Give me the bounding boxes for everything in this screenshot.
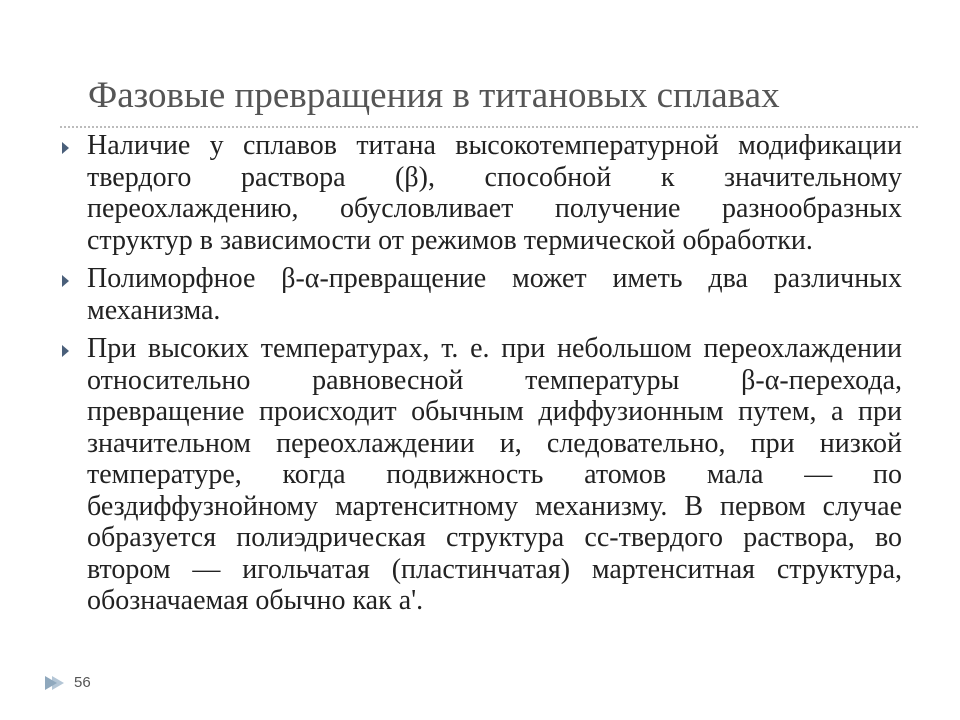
title-divider	[60, 126, 918, 128]
arrow-right-icon	[45, 676, 57, 690]
bullet-text: При высоких температурах, т. е. при небольшом переохлаждении относительно равновесной температуры β-α-перехода, превращение происходит обычным диффузионным путем, а при значительном переохлаждении и, следовательно, при низкой температуре, когда подвижность атомов мала — по бездиффузнойному мартенситному механизму. В первом случае образуется полиэдрическая структура сс-твердого раствора, во втором — игольчатая (пластинчатая) мартенситная структура, обозначаемая обычно как a'.	[87, 333, 902, 616]
triangle-right-icon	[62, 142, 69, 154]
bullet-item	[0, 130, 960, 256]
bullet-list	[0, 130, 960, 624]
bullet-item	[0, 263, 960, 326]
bullet-text: Наличие у сплавов титана высокотемпературной модификации твердого раствора (β), способной к значительному переохлаждению, обусловливает получение разнообразных структур в зависимости от режимов термической обработки.	[87, 130, 902, 256]
bullet-item	[0, 333, 960, 617]
page-number: 56	[74, 674, 91, 691]
bullet-text: Полиморфное β-α-превращение может иметь два различных механизма.	[87, 263, 902, 326]
triangle-right-icon	[62, 345, 69, 357]
triangle-right-icon	[62, 275, 69, 287]
slide-title: Фазовые превращения в титановых сплавах	[88, 75, 780, 116]
